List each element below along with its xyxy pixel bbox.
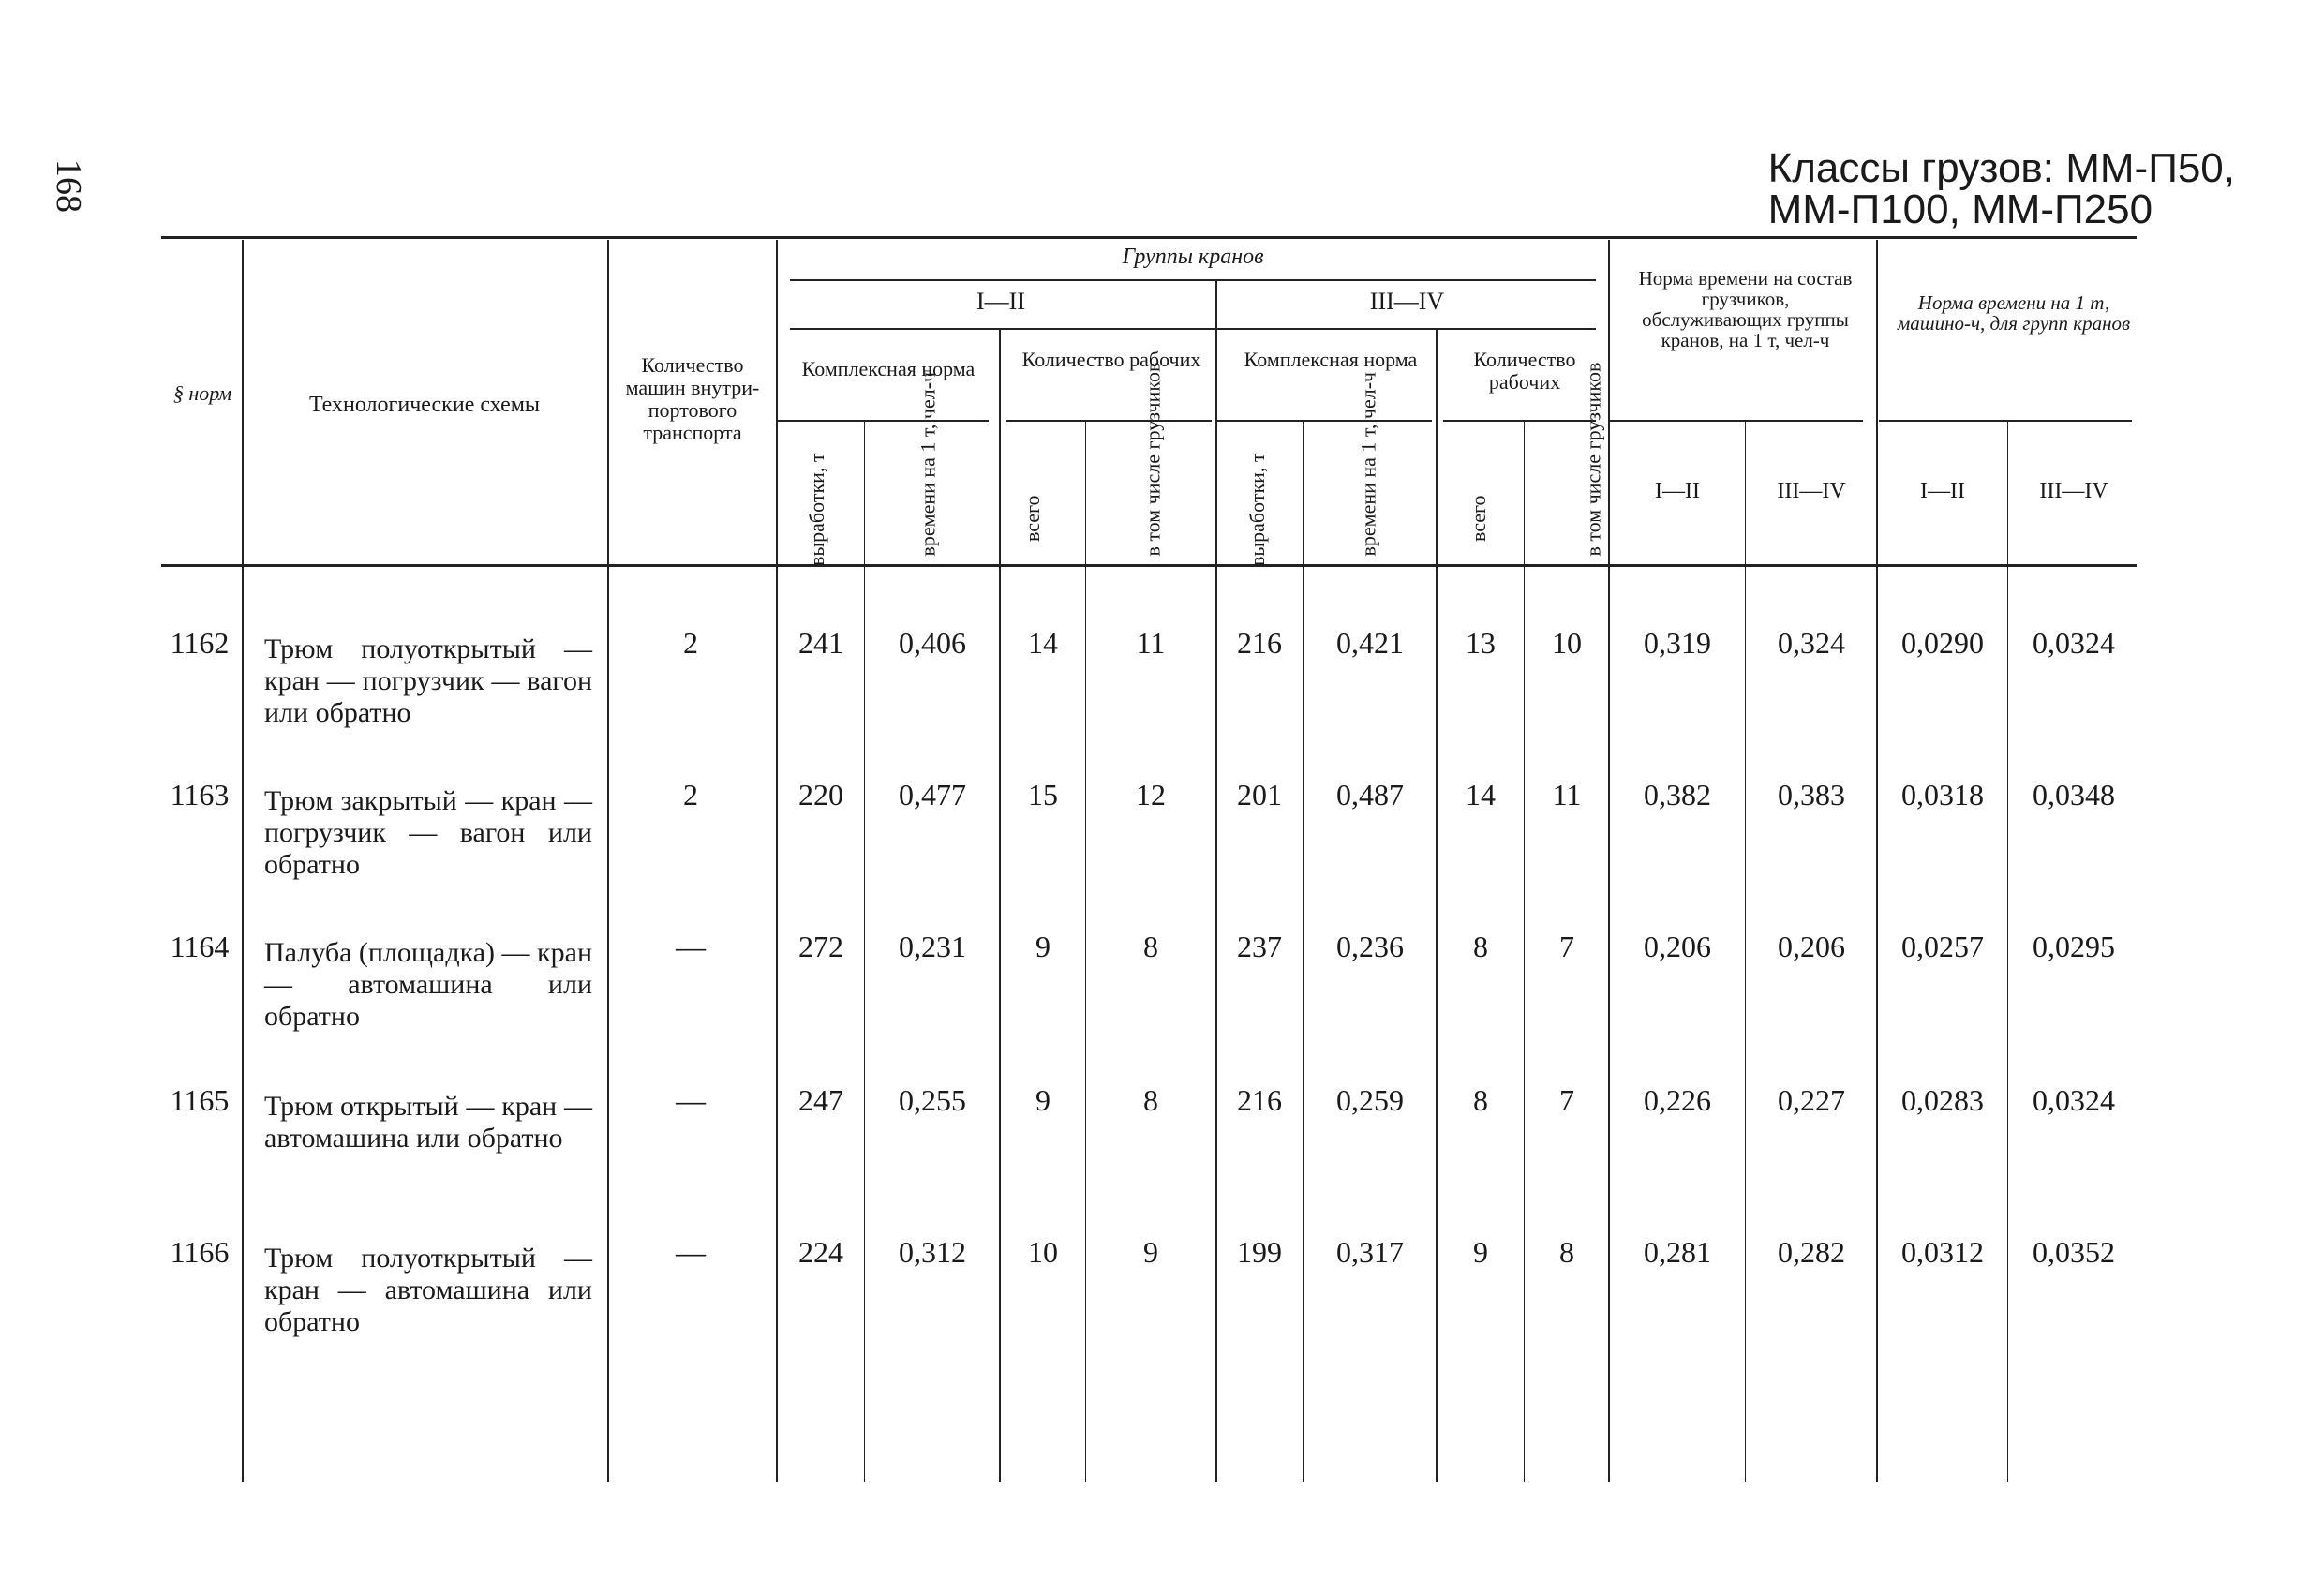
row-g12-total: 15 — [1028, 778, 1058, 812]
row-g34-total: 8 — [1473, 930, 1488, 963]
col-rule-5 — [999, 328, 1001, 1482]
col-rule-1 — [242, 240, 244, 1482]
row-g34-loaders: 10 — [1552, 626, 1582, 660]
rule-machine-norm — [1879, 420, 2132, 422]
row-scheme: Трюм полуоткрытый — кран — погрузчик — вагон или обратно — [264, 633, 592, 728]
row-g34-total: 13 — [1466, 626, 1496, 660]
header-total-1: всего — [1020, 495, 1044, 542]
header-group-1-2: I—II — [976, 288, 1025, 315]
row-g12-output: 247 — [798, 1083, 843, 1117]
header-workers-1: Количество рабочих — [1021, 348, 1201, 371]
row-machines: 2 — [683, 626, 698, 660]
row-g34-loaders: 7 — [1559, 930, 1574, 963]
row-mn-1-2: 0,0312 — [1901, 1235, 1984, 1269]
row-scheme: Трюм закрытый — кран — погрузчик — вагон или обратно — [264, 785, 592, 880]
col-rule-7 — [1215, 281, 1217, 1482]
row-mn-1-2: 0,0290 — [1901, 626, 1984, 660]
header-total-2: всего — [1467, 495, 1490, 542]
row-scheme: Трюм полуоткрытый — кран — автомашина или обратно — [264, 1243, 592, 1337]
header-crane-groups: Группы кранов — [1122, 245, 1264, 269]
row-g12-total: 14 — [1028, 626, 1058, 660]
row-machines: 2 — [683, 778, 698, 812]
row-mn-3-4: 0,0295 — [2033, 930, 2115, 963]
row-g34-time: 0,317 — [1336, 1235, 1404, 1269]
row-g34-output: 201 — [1237, 778, 1282, 812]
row-machines: — — [676, 1083, 706, 1117]
header-bottom-rule — [161, 564, 2137, 567]
row-g12-loaders: 8 — [1143, 1083, 1158, 1117]
rule-sub-2 — [1006, 420, 1212, 422]
row-g12-time: 0,477 — [899, 778, 966, 812]
col-rule-9 — [1436, 328, 1438, 1482]
row-g34-total: 9 — [1473, 1235, 1488, 1269]
rule-sub-4 — [1443, 420, 1596, 422]
row-g12-time: 0,231 — [899, 930, 966, 963]
row-g12-loaders: 8 — [1143, 930, 1158, 963]
row-g12-total: 10 — [1028, 1235, 1058, 1269]
col-rule-11 — [1608, 240, 1610, 1482]
table-top-rule — [161, 236, 2137, 239]
rule-loaders-norm — [1610, 420, 1863, 422]
row-g34-output: 216 — [1237, 1083, 1282, 1117]
page-title — [1767, 145, 2235, 232]
row-g12-output: 272 — [798, 930, 843, 963]
header-loaders-norm: Норма времени на состав грузчиков, обслуживающих группы кранов, на 1 т, чел-ч — [1638, 267, 1853, 351]
row-g12-loaders: 9 — [1143, 1235, 1158, 1269]
row-no: 1163 — [170, 778, 230, 812]
row-g34-loaders: 11 — [1552, 778, 1582, 812]
row-mn-3-4: 0,0348 — [2033, 778, 2115, 812]
row-ln-1-2: 0,226 — [1644, 1083, 1711, 1117]
row-mn-3-4: 0,0352 — [2033, 1235, 2115, 1269]
col-rule-8 — [1303, 422, 1304, 1482]
row-g34-time: 0,421 — [1336, 626, 1404, 660]
row-g34-time: 0,487 — [1336, 778, 1404, 812]
col-rule-12 — [1745, 422, 1746, 1482]
row-g12-loaders: 11 — [1136, 626, 1166, 660]
col-rule-4 — [864, 422, 865, 1482]
row-no: 1165 — [170, 1083, 230, 1117]
header-machines: Количество машин внутри- портового транспорта — [625, 353, 760, 444]
row-g12-loaders: 12 — [1136, 778, 1166, 812]
row-machines: — — [676, 930, 706, 963]
row-ln-1-2: 0,319 — [1644, 626, 1711, 660]
row-g34-output: 237 — [1237, 930, 1282, 963]
header-ln-1-2: I—II — [1655, 479, 1700, 503]
row-g12-output: 220 — [798, 778, 843, 812]
col-rule-14 — [2007, 422, 2008, 1482]
row-g34-total: 14 — [1466, 778, 1496, 812]
row-scheme: Трюм открытый — кран — автомашина или обратно — [264, 1091, 592, 1154]
col-rule-10 — [1524, 422, 1525, 1482]
page-number: 168 — [49, 159, 88, 213]
row-g12-time: 0,312 — [899, 1235, 966, 1269]
row-scheme: Палуба (площадка) — кран — автомашина или обратно — [264, 937, 592, 1032]
row-g12-total: 9 — [1035, 1083, 1050, 1117]
rule-groups — [790, 328, 1596, 330]
header-schemes: Технологические схемы — [308, 393, 541, 417]
header-mn-3-4: III—IV — [2039, 479, 2108, 503]
header-loaders-2: в том числе грузчиков — [1581, 362, 1605, 557]
row-mn-1-2: 0,0283 — [1901, 1083, 1984, 1117]
row-ln-1-2: 0,206 — [1644, 930, 1711, 963]
header-time-1: времени на 1 т, чел-ч — [916, 371, 940, 557]
row-g34-output: 216 — [1237, 626, 1282, 660]
row-no: 1164 — [170, 930, 230, 963]
col-rule-3 — [776, 240, 778, 1482]
col-rule-6 — [1085, 422, 1086, 1482]
header-norm-no: § норм — [172, 381, 232, 405]
row-ln-3-4: 0,227 — [1778, 1083, 1845, 1117]
header-loaders-1: в том числе грузчиков — [1140, 362, 1165, 557]
header-machine-norm: Норма времени на 1 т, машино-ч, для групп кранов — [1897, 291, 2131, 335]
row-mn-3-4: 0,0324 — [2033, 626, 2115, 660]
row-g12-total: 9 — [1035, 930, 1050, 963]
row-g34-time: 0,236 — [1336, 930, 1404, 963]
rule-crane-groups — [790, 279, 1596, 281]
row-mn-1-2: 0,0257 — [1901, 930, 1984, 963]
row-mn-1-2: 0,0318 — [1901, 778, 1984, 812]
header-group-3-4: III—IV — [1369, 288, 1445, 315]
title-line-1: Классы грузов: ММ-П50, — [1767, 145, 2235, 191]
row-no: 1162 — [170, 626, 230, 660]
row-g34-loaders: 7 — [1559, 1083, 1574, 1117]
row-ln-3-4: 0,206 — [1778, 930, 1845, 963]
header-workers-2: Количество рабочих — [1473, 348, 1576, 394]
header-complex-norm-1: Комплексная норма — [801, 357, 976, 380]
row-ln-3-4: 0,383 — [1778, 778, 1845, 812]
row-g12-output: 224 — [798, 1235, 843, 1269]
row-g12-time: 0,406 — [899, 626, 966, 660]
row-ln-3-4: 0,324 — [1778, 626, 1845, 660]
header-complex-norm-2: Комплексная норма — [1244, 348, 1418, 371]
header-time-2: времени на 1 т, чел-ч — [1356, 371, 1380, 557]
header-output-1: выработки, т — [805, 453, 828, 566]
row-ln-1-2: 0,382 — [1644, 778, 1711, 812]
row-g12-time: 0,255 — [899, 1083, 966, 1117]
title-line-2: ММ-П100, ММ-П250 — [1767, 186, 2153, 232]
row-g34-loaders: 8 — [1559, 1235, 1574, 1269]
header-mn-1-2: I—II — [1920, 479, 1965, 503]
header-ln-3-4: III—IV — [1777, 479, 1846, 503]
row-g34-output: 199 — [1237, 1235, 1282, 1269]
row-no: 1166 — [170, 1235, 230, 1269]
row-g34-total: 8 — [1473, 1083, 1488, 1117]
row-ln-3-4: 0,282 — [1778, 1235, 1845, 1269]
row-ln-1-2: 0,281 — [1644, 1235, 1711, 1269]
row-g34-time: 0,259 — [1336, 1083, 1404, 1117]
header-output-2: выработки, т — [1245, 453, 1269, 566]
col-rule-13 — [1876, 240, 1878, 1482]
row-mn-3-4: 0,0324 — [2033, 1083, 2115, 1117]
row-machines: — — [676, 1235, 706, 1269]
row-g12-output: 241 — [798, 626, 843, 660]
